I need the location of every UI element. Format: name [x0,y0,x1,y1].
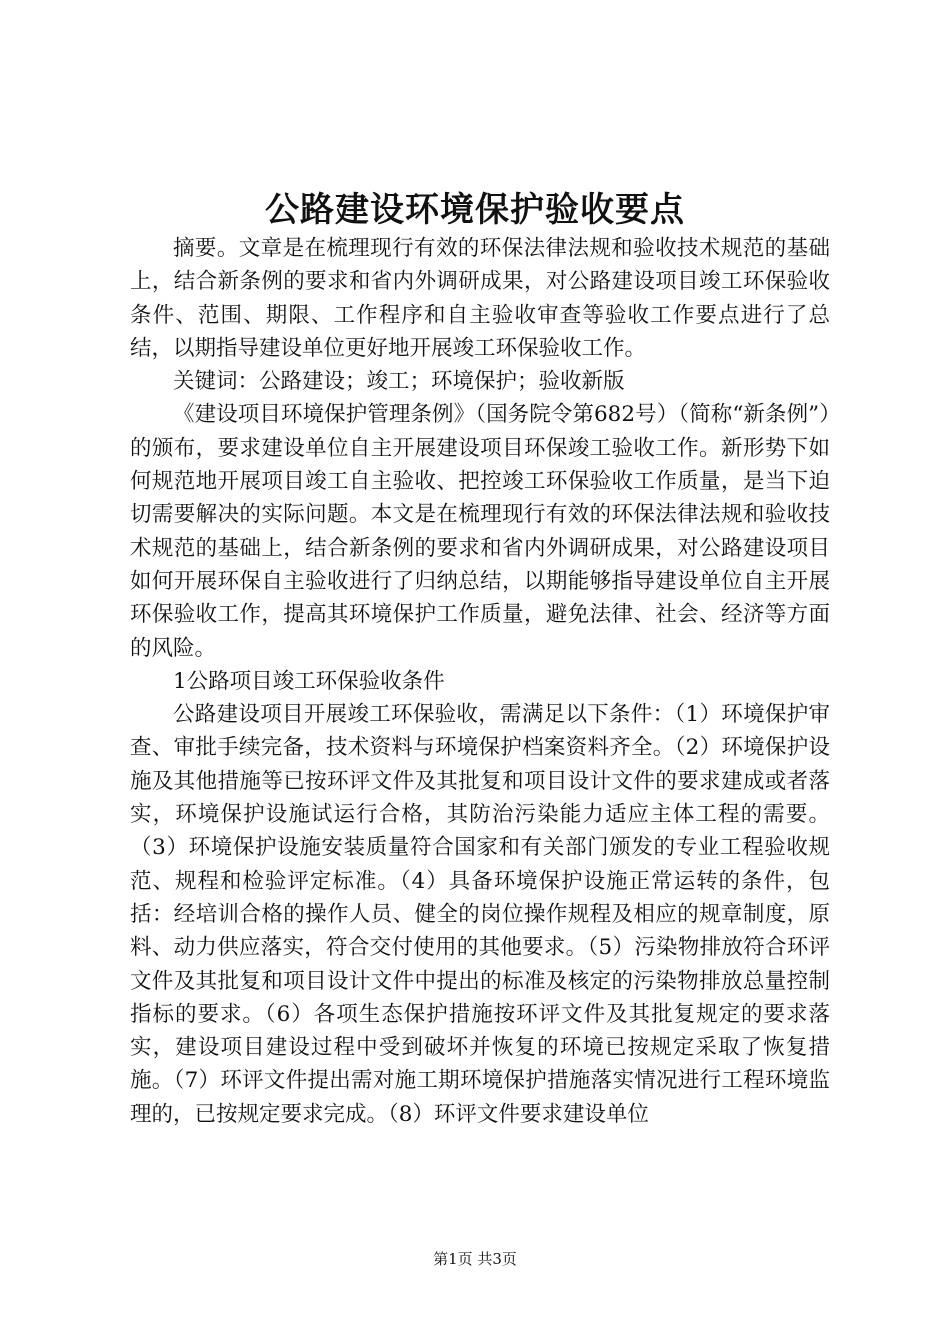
document-title: 公路建设环境保护验收要点 [265,190,685,230]
abstract-paragraph: 摘要。文章是在梳理现行有效的环保法律法规和验收技术规范的基础上，结合新条例的要求和省内外调研成果，对公路建设项目竣工环保验收条件、范围、期限、工作程序和自主验收审查等验收工作要点进行了总结，以期指导建设单位更好地开展竣工环保验收工作。 [130,236,830,361]
keywords-paragraph: 关键词：公路建设；竣工；环境保护；验收新版 [173,369,625,395]
page-footer: 第1页 共3页 [433,1250,517,1268]
document-body [130,232,830,1131]
intro-paragraph: 《建设项目环境保护管理条例》（国务院令第682号）（简称“新条例”）的颁布，要求建设单位自主开展建设项目环保竣工验收工作。新形势下如何规范地开展项目竣工自主验收、把控竣工环保验收工作质量，是当下迫切需要解决的实际问题。本文是在梳理现行有效的环保法律法规和验收技术规范的基础上，结合新条例的要求和省内外调研成果，对公路建设项目如何开展环保自主验收进行了归纳总结，以期能够指导建设单位自主开展环保验收工作，提高其环境保护工作质量，避免法律、社会、经济等方面的风险。 [130,402,830,661]
section-body-paragraph: 公路建设项目开展竣工环保验收，需满足以下条件：（1）环境保护审查、审批手续完备，技术资料与环境保护档案资料齐全。（2）环境保护设施及其他措施等已按环评文件及其批复和项目设计文件的要求建成或者落实，环境保护设施试运行合格，其防治污染能力适应主体工程的需要。（3）环境保护设施安装质量符合国家和有关部门颁发的专业工程验收规范、规程和检验评定标准。（4）具备环境保护设施正常运转的条件，包括：经培训合格的操作人员、健全的岗位操作规程及相应的规章制度，原料、动力供应落实，符合交付使用的其他要求。（5）污染物排放符合环评文件及其批复和项目设计文件中提出的标准及核定的污染物排放总量控制指标的要求。（6）各项生态保护措施按环评文件及其批复规定的要求落实，建设项目建设过程中受到破坏并恢复的环境已按规定采取了恢复措施。（7）环评文件提出需对施工期环境保护措施落实情况进行工程环境监理的，已按规定要求完成。（8）环评文件要求建设单位 [130,702,830,1127]
section-heading: 1公路项目竣工环保验收条件 [173,668,445,694]
